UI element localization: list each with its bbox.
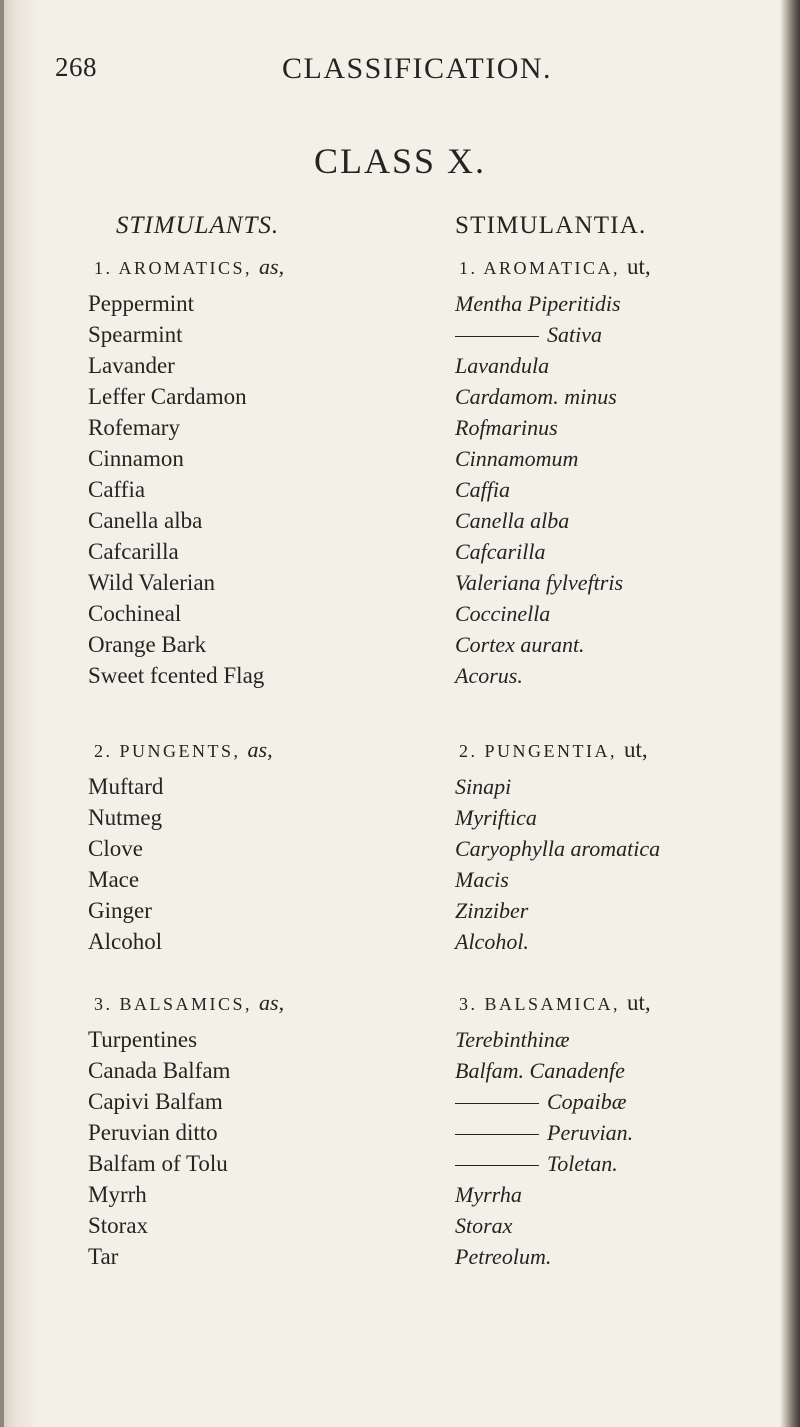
list-item: Tar: [88, 1244, 119, 1269]
list-item-ditto: [455, 319, 623, 350]
list-item: Peruvian ditto: [88, 1120, 218, 1145]
ditto-dash: [455, 1103, 539, 1104]
page-edge-shadow: [780, 0, 800, 1427]
section-heading: [94, 254, 284, 280]
section-heading: [94, 990, 284, 1016]
list-item-ditto: [455, 1117, 633, 1148]
item-list: [88, 1024, 230, 1272]
list-item: Mentha Piperitidis: [455, 291, 621, 316]
section-heading-text: 3. BALSAMICS,: [94, 994, 253, 1014]
list-item: Orange Bark: [88, 632, 207, 657]
section-heading-suffix: as,: [259, 254, 285, 279]
list-item: Cinnamomum: [455, 446, 579, 471]
section-heading-suffix: ut,: [627, 254, 651, 279]
list-item: Copaibæ: [547, 1089, 627, 1114]
list-item: Sinapi: [455, 774, 512, 799]
list-item: Lavander: [88, 353, 175, 378]
section-heading-text: 1. AROMATICS,: [94, 258, 253, 278]
section-heading-text: 1. AROMATICA,: [459, 258, 621, 278]
section-heading-suffix: ut,: [624, 737, 648, 762]
list-item: Canada Balfam: [88, 1058, 231, 1083]
list-item: Cafcarilla: [88, 539, 179, 564]
list-item: Alcohol: [88, 929, 163, 954]
list-item: Caryophylla aromatica: [455, 836, 661, 861]
list-item: Caffia: [455, 477, 511, 502]
list-item: Muftard: [88, 774, 164, 799]
stimulants-column: [88, 0, 388, 1427]
list-item: Acorus.: [455, 663, 523, 688]
list-item: Canella alba: [455, 508, 570, 533]
list-item: Lavandula: [455, 353, 550, 378]
running-head: CLASSIFICATION.: [282, 52, 553, 85]
ditto-dash: [455, 336, 539, 337]
list-item: Caffia: [88, 477, 146, 502]
list-item: Nutmeg: [88, 805, 163, 830]
list-item: Toletan.: [547, 1151, 618, 1176]
list-item: Sativa: [547, 322, 602, 347]
section-heading-suffix: as,: [259, 990, 285, 1015]
list-item: Cafcarilla: [455, 539, 546, 564]
list-item: Rofmarinus: [455, 415, 558, 440]
section-heading: [94, 737, 273, 763]
list-item: Wild Valerian: [88, 570, 216, 595]
list-item: Peppermint: [88, 291, 195, 316]
list-item: Cortex aurant.: [455, 632, 585, 657]
list-item: Macis: [455, 867, 509, 892]
list-item: Petreolum.: [455, 1244, 552, 1269]
list-item: Cinnamon: [88, 446, 184, 471]
list-item: Sweet fcented Flag: [88, 663, 265, 688]
item-list: [88, 771, 163, 957]
list-item: Clove: [88, 836, 143, 861]
list-item: Coccinella: [455, 601, 551, 626]
list-item: Terebinthinæ: [455, 1027, 570, 1052]
list-item: Peruvian.: [547, 1120, 634, 1145]
page-gutter-shadow: [0, 0, 38, 1427]
list-item: Canella alba: [88, 508, 203, 533]
section-heading-text: 2. PUNGENTIA,: [459, 741, 617, 761]
column-title: STIMULANTS.: [116, 212, 280, 239]
list-item: Rofemary: [88, 415, 180, 440]
list-item: Storax: [88, 1213, 149, 1238]
list-item: Valeriana fylveftris: [455, 570, 624, 595]
list-item: Ginger: [88, 898, 152, 923]
section-heading-suffix: as,: [247, 737, 273, 762]
column-title: STIMULANTIA.: [455, 212, 647, 239]
section-heading-text: 2. PUNGENTS,: [94, 741, 241, 761]
class-title: CLASS X.: [313, 141, 487, 181]
section-heading: [459, 737, 648, 763]
section-heading: [459, 990, 651, 1016]
list-item: Storax: [455, 1213, 513, 1238]
list-item-ditto: [455, 1086, 633, 1117]
item-list: [455, 288, 623, 691]
item-list: [88, 288, 264, 691]
list-item: Alcohol.: [455, 929, 529, 954]
list-item: Zinziber: [455, 898, 529, 923]
list-item: Balfam. Canadenfe: [455, 1058, 625, 1083]
ditto-dash: [455, 1165, 539, 1166]
list-item-ditto: [455, 1148, 633, 1179]
list-item: Cochineal: [88, 601, 182, 626]
list-item: Cardamom. minus: [455, 384, 617, 409]
section-heading-text: 3. BALSAMICA,: [459, 994, 621, 1014]
list-item: Myrrh: [88, 1182, 147, 1207]
section-heading: [459, 254, 651, 280]
ditto-dash: [455, 1134, 539, 1135]
section-heading-suffix: ut,: [627, 990, 651, 1015]
list-item: Turpentines: [88, 1027, 198, 1052]
list-item: Myriftica: [455, 805, 537, 830]
list-item: Myrrha: [455, 1182, 522, 1207]
list-item: Mace: [88, 867, 140, 892]
list-item: Capivi Balfam: [88, 1089, 223, 1114]
list-item: Leffer Cardamon: [88, 384, 247, 409]
list-item: Spearmint: [88, 322, 183, 347]
item-list: [455, 771, 660, 957]
page-number: 268: [55, 52, 97, 82]
list-item: Balfam of Tolu: [88, 1151, 228, 1176]
stimulantia-column: [455, 0, 755, 1427]
item-list: [455, 1024, 633, 1272]
